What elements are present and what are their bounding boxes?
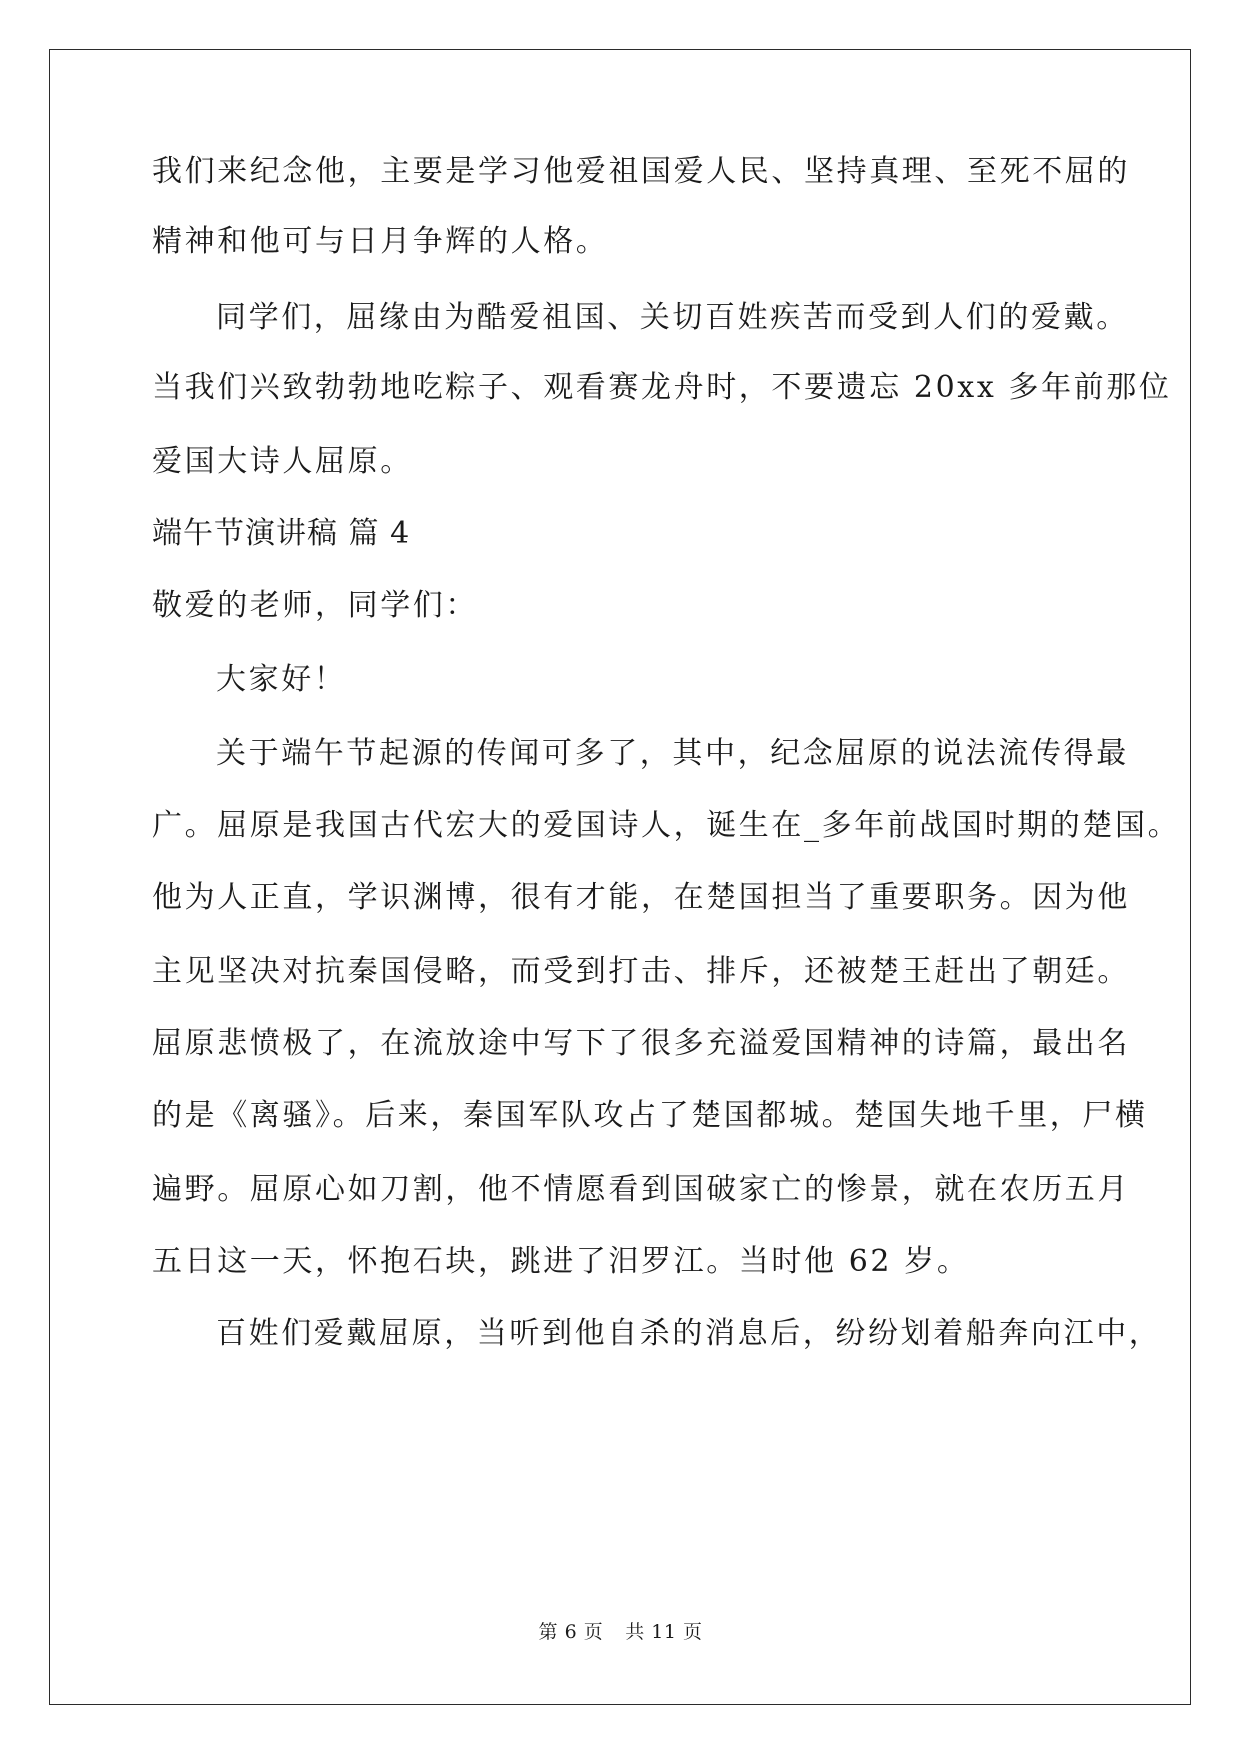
body-line: 他为人正直，学识渊博，很有才能，在楚国担当了重要职务。因为他 <box>152 880 1130 915</box>
body-line: 的是《离骚》。后来，秦国军队攻占了楚国都城。楚国失地千里，尸横 <box>152 1098 1148 1133</box>
body-line: 精神和他可与日月争辉的人格。 <box>152 224 609 259</box>
page-total: 共 11 页 <box>625 1621 703 1643</box>
body-line: 爱国大诗人屈原。 <box>152 444 413 479</box>
body-line: 屈原悲愤极了，在流放途中写下了很多充溢爱国精神的诗篇，最出名 <box>152 1026 1130 1061</box>
page-footer <box>0 1620 1241 1644</box>
body-line: 五日这一天，怀抱石块，跳进了汨罗江。当时他 62 岁。 <box>152 1244 970 1279</box>
section-heading: 端午节演讲稿 篇 4 <box>152 516 411 551</box>
body-line: 关于端午节起源的传闻可多了，其中，纪念屈原的说法流传得最 <box>216 736 1129 771</box>
body-line: 广。屈原是我国古代宏大的爱国诗人，诞生在_多年前战国时期的楚国。 <box>152 808 1181 843</box>
body-line: 百姓们爱戴屈原，当听到他自杀的消息后，纷纷划着船奔向江中， <box>216 1316 1162 1351</box>
greeting: 大家好！ <box>216 662 347 697</box>
body-line: 当我们兴致勃勃地吃粽子、观看赛龙舟时，不要遗忘 20xx 多年前那位 <box>152 370 1172 405</box>
body-line: 同学们，屈缘由为酷爱祖国、关切百姓疾苦而受到人们的爱戴。 <box>216 300 1129 335</box>
salutation: 敬爱的老师，同学们： <box>152 588 478 623</box>
body-line: 主见坚决对抗秦国侵略，而受到打击、排斥，还被楚王赶出了朝廷。 <box>152 954 1130 989</box>
body-line: 我们来纪念他，主要是学习他爱祖国爱人民、坚持真理、至死不屈的 <box>152 154 1130 189</box>
body-line: 遍野。屈原心如刀割，他不情愿看到国破家亡的惨景，就在农历五月 <box>152 1172 1130 1207</box>
page-number: 第 6 页 <box>538 1621 604 1643</box>
